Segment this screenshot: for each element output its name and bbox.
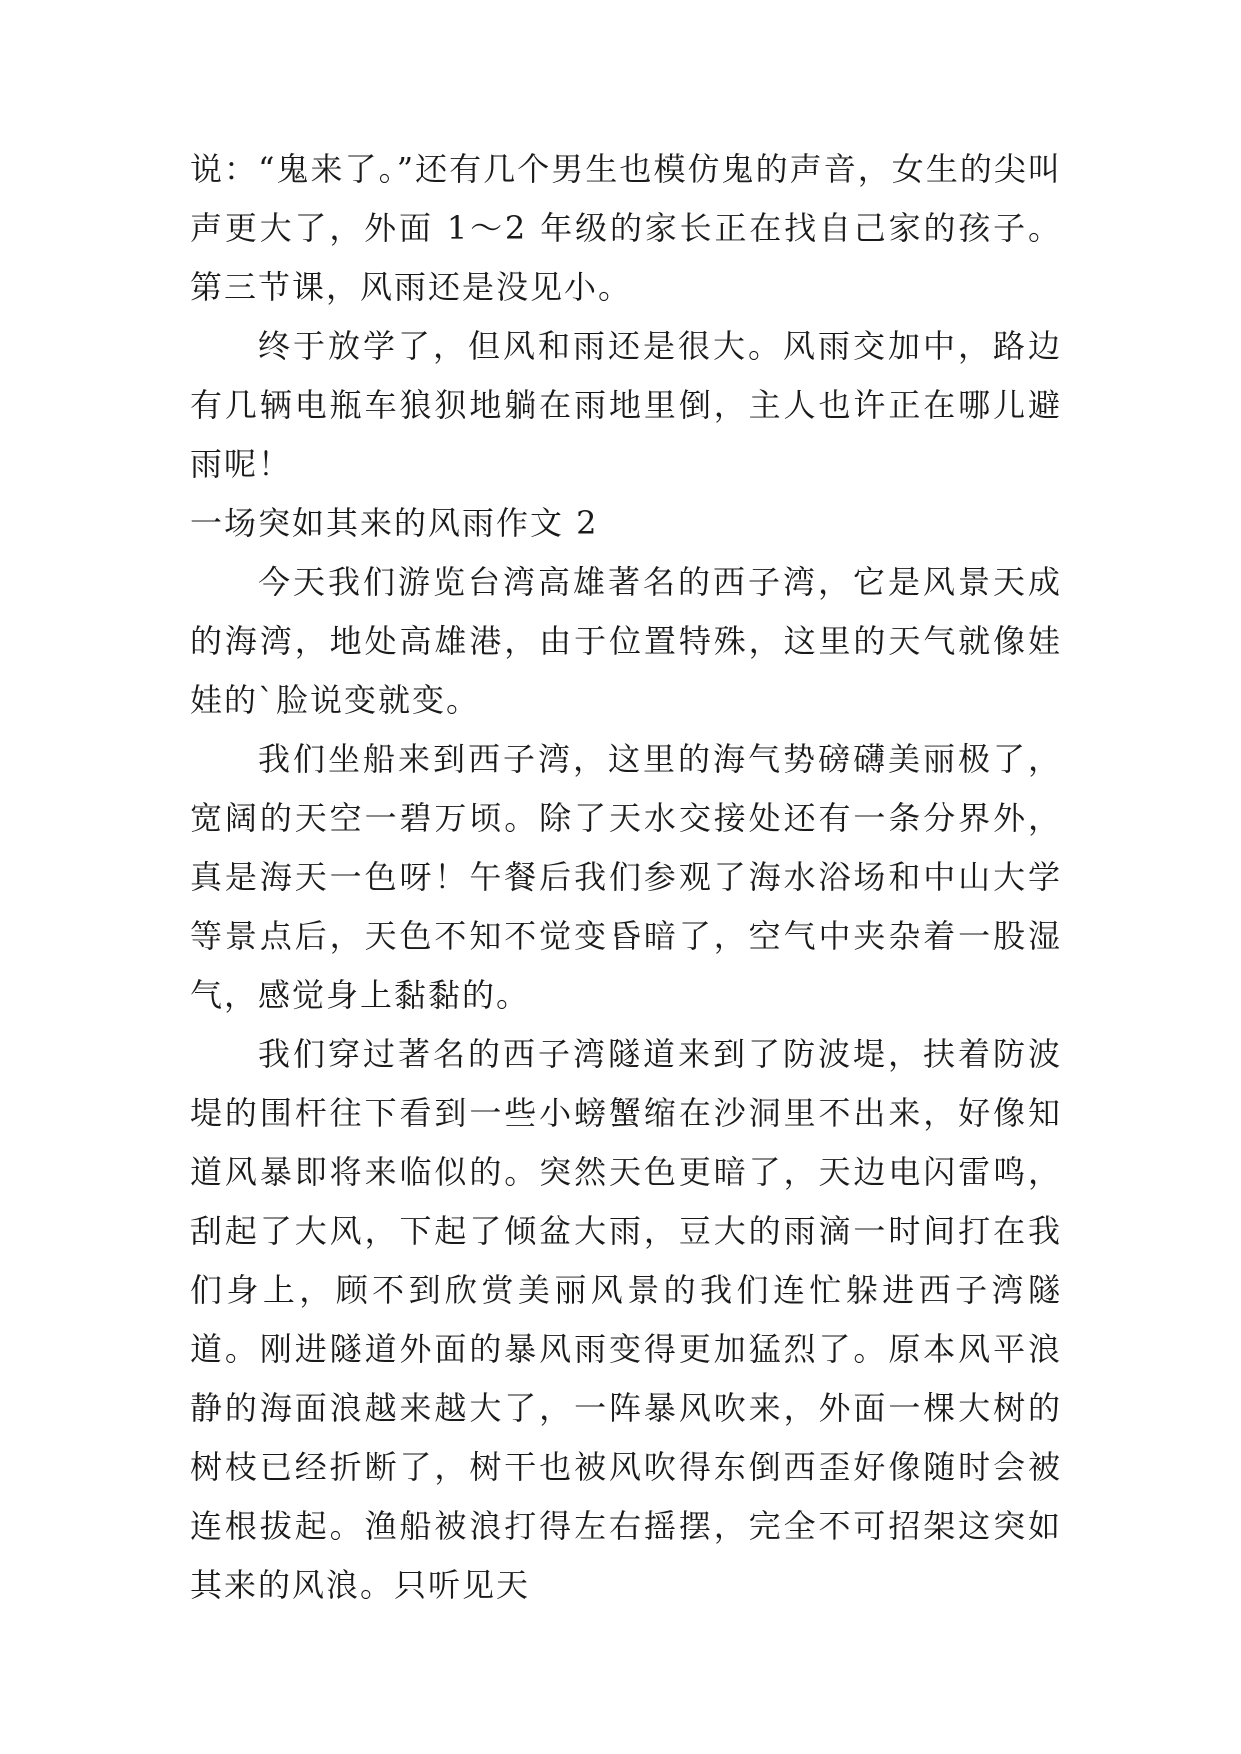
paragraph-after-school: 终于放学了，但风和雨还是很大。风雨交加中，路边有几辆电瓶车狼狈地躺在雨地里倒，主人也许正在哪儿避雨呢！ bbox=[190, 327, 1062, 483]
essay-heading: 一场突如其来的风雨作文 2 bbox=[190, 504, 599, 542]
paragraph-xiziwan-intro: 今天我们游览台湾高雄著名的西子湾，它是风景天成的海湾，地处高雄港，由于位置特殊，这里的天气就像娃娃的`脸说变就变。 bbox=[190, 563, 1062, 719]
paragraph-storm: 我们穿过著名的西子湾隧道来到了防波堤，扶着防波堤的围杆往下看到一些小螃蟹缩在沙洞里不出来，好像知道风暴即将来临似的。突然天色更暗了，天边电闪雷鸣，刮起了大风，下起了倾盆大雨，豆大的雨滴一时间打在我们身上，顾不到欣赏美丽风景的我们连忙躲进西子湾隧道。刚进隧道外面的暴风雨变得更加猛烈了。原本风平浪静的海面浪越来越大了，一阵暴风吹来，外面一棵大树的树枝已经折断了，树干也被风吹得东倒西歪好像随时会被连根拔起。渔船被浪打得左右摇摆，完全不可招架这突如其来的风浪。只听见天 bbox=[190, 1035, 1062, 1604]
paragraph-continued: 说：“鬼来了。”还有几个男生也模仿鬼的声音，女生的尖叫声更大了，外面 1～2 年级的家长正在找自己家的孩子。第三节课，风雨还是没见小。 bbox=[190, 150, 1062, 306]
paragraph-boat-trip: 我们坐船来到西子湾，这里的海气势磅礴美丽极了，宽阔的天空一碧万顷。除了天水交接处还有一条分界外，真是海天一色呀！午餐后我们参观了海水浴场和中山大学等景点后，天色不知不觉变昏暗了，空气中夹杂着一股湿气，感觉身上黏黏的。 bbox=[190, 740, 1062, 1014]
document-body bbox=[190, 140, 1062, 1615]
